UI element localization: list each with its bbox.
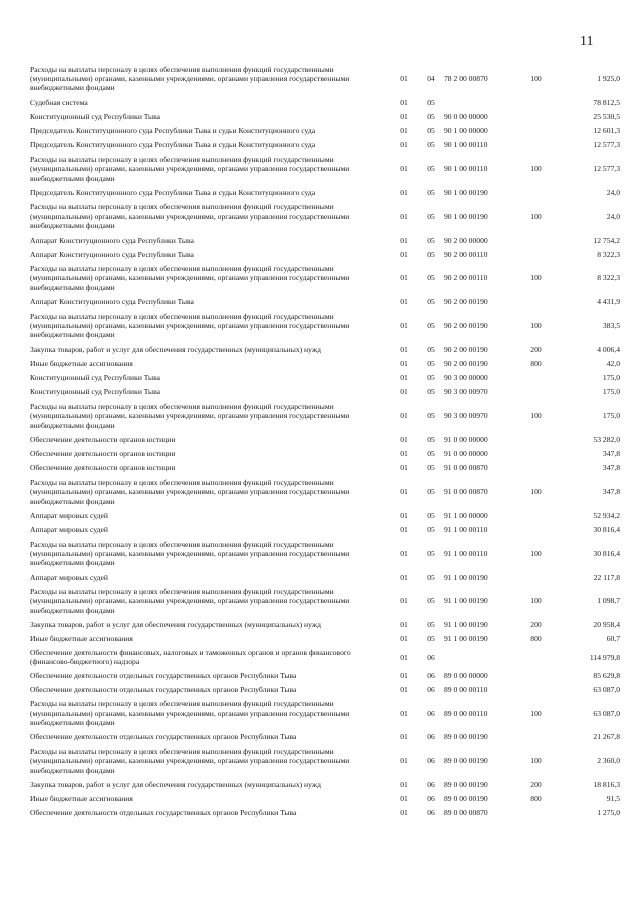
row-section: 01 [400,411,408,421]
row-section: 01 [400,97,408,107]
row-amount: 91,5 [606,794,620,804]
row-target-article: 90 1 00 00110 [444,164,488,174]
row-name: Расходы на выплаты персоналу в целях обеспечения выполнения функций государственными (муниципальными) органами, казенными учреждениями, органами управления государственными внебюджетными фондами [30,699,350,728]
row-target-article: 90 2 00 00000 [444,235,488,245]
row-subsection: 05 [427,634,435,644]
row-expense-type [520,124,552,138]
table-row [30,186,620,200]
row-subsection: 05 [427,548,435,558]
row-name: Конституционный суд Республики Тыва [30,373,160,383]
row-target-article: 89 0 00 00110 [444,684,488,694]
row-subsection: 05 [427,525,435,535]
table-row [30,697,620,730]
table-row [30,585,620,618]
row-name: Иные бюджетные ассигнования [30,634,133,644]
row-name: Закупка товаров, работ и услуг для обеспечения государственных (муниципальных) нужд [30,780,321,789]
row-section: 01 [400,126,408,136]
row-amount: 2 360,0 [597,756,620,766]
row-subsection: 05 [427,620,435,630]
row-subsection: 05 [427,387,435,397]
table-row [30,806,620,820]
row-expense-type: 100 [530,164,542,174]
row-amount: 12 601,3 [593,126,620,136]
row-subsection: 05 [427,344,435,354]
row-target-article: 91 0 00 00000 [444,434,488,444]
table-row [30,138,620,152]
table-row [30,632,620,646]
row-expense-type: 100 [530,548,542,558]
row-subsection: 05 [427,140,435,150]
row-section: 01 [400,684,408,694]
row-amount: 4 431,9 [597,297,620,307]
table-row [30,537,620,570]
table-row [30,433,620,447]
row-expense-type: 100 [530,211,542,221]
row-subsection: 06 [427,756,435,766]
row-section: 01 [400,273,408,283]
row-target-article: 90 1 00 00110 [444,140,488,150]
row-subsection: 06 [427,808,435,818]
row-amount: 25 530,5 [593,111,620,121]
row-amount: 12 577,3 [593,164,620,174]
table-row [30,247,620,261]
row-amount: 12 577,3 [593,140,620,150]
row-target-article: 90 2 00 00190 [444,297,488,307]
table-row [30,371,620,385]
row-subsection: 06 [427,670,435,680]
row-expense-type [520,110,552,124]
row-subsection: 05 [427,164,435,174]
row-expense-type [520,806,552,820]
row-section: 01 [400,487,408,497]
row-subsection: 06 [427,780,435,789]
row-section: 01 [400,670,408,680]
row-expense-type [520,523,552,537]
budget-table [30,62,620,820]
table-row [30,309,620,342]
row-section: 01 [400,187,408,197]
row-amount: 8 322,3 [597,249,620,259]
row-section: 01 [400,321,408,331]
row-amount: 30 816,4 [593,548,620,558]
row-expense-type [520,186,552,200]
row-section: 01 [400,249,408,259]
table-row [30,730,620,744]
table-row [30,95,620,109]
row-amount: 60,7 [606,634,620,644]
table-row [30,618,620,632]
row-name: Иные бюджетные ассигнования [30,359,133,369]
row-name: Обеспечение деятельности органов юстиции [30,434,176,444]
row-target-article: 91 1 00 00110 [444,548,488,558]
row-subsection: 06 [427,708,435,718]
row-amount: 24,0 [606,211,620,221]
row-target-article: 91 1 00 00110 [444,525,488,535]
row-name: Конституционный суд Республики Тыва [30,111,160,121]
row-expense-type [520,385,552,399]
row-subsection: 05 [427,434,435,444]
table-row [30,385,620,399]
row-section: 01 [400,794,408,804]
row-name: Расходы на выплаты персоналу в целях обеспечения выполнения функций государственными (муниципальными) органами, казенными учреждениями, органами управления государственными внебюджетными фондами [30,539,350,568]
table-row [30,778,620,792]
row-expense-type: 100 [530,321,542,331]
table-row [30,152,620,185]
row-expense-type [520,95,552,109]
row-expense-type: 100 [530,73,542,83]
row-amount: 383,5 [602,321,620,331]
table-row [30,646,620,668]
row-amount: 1 275,0 [597,808,620,818]
row-section: 01 [400,808,408,818]
row-section: 01 [400,387,408,397]
row-section: 01 [400,732,408,742]
row-name: Иные бюджетные ассигнования [30,794,133,804]
row-name: Расходы на выплаты персоналу в целях обеспечения выполнения функций государственными (муниципальными) органами, казенными учреждениями, органами управления государственными внебюджетными фондами [30,477,350,506]
row-section: 01 [400,596,408,606]
row-subsection: 05 [427,211,435,221]
row-target-article: 90 2 00 00110 [444,249,488,259]
row-section: 01 [400,235,408,245]
row-amount: 114 979,8 [589,652,620,662]
row-expense-type [520,682,552,696]
row-subsection: 06 [427,794,435,804]
row-amount: 78 812,5 [593,97,620,107]
row-expense-type: 100 [530,708,542,718]
row-section: 01 [400,434,408,444]
row-name: Обеспечение деятельности отдельных государственных органов Республики Тыва [30,670,297,680]
row-expense-type [520,646,552,668]
row-section: 01 [400,510,408,520]
row-name: Аппарат Конституционного суда Республики Тыва [30,297,194,307]
row-name: Расходы на выплаты персоналу в целях обеспечения выполнения функций государственными (муниципальными) органами, казенными учреждениями, органами управления государственными внебюджетными фондами [30,202,350,231]
row-subsection: 05 [427,487,435,497]
row-target-article: 90 3 00 00000 [444,373,488,383]
row-section: 01 [400,111,408,121]
row-amount: 175,0 [602,411,620,421]
table-row [30,62,620,95]
row-expense-type: 200 [530,344,542,354]
table-row [30,682,620,696]
row-name: Председатель Конституционного суда Республики Тыва и судьи Конституционного суда [30,187,316,197]
table-row [30,261,620,294]
table-row [30,124,620,138]
row-expense-type: 200 [530,780,542,789]
table-row [30,110,620,124]
row-target-article [444,646,520,668]
table-row [30,342,620,356]
row-subsection: 05 [427,273,435,283]
row-expense-type [520,570,552,584]
row-amount: 85 629,8 [593,670,620,680]
row-target-article: 90 3 00 00970 [444,387,488,397]
row-subsection: 05 [427,187,435,197]
row-name: Закупка товаров, работ и услуг для обеспечения государственных (муниципальных) нужд [30,344,321,354]
row-amount: 24,0 [606,187,620,197]
table-row [30,233,620,247]
row-target-article: 91 0 00 00000 [444,449,488,459]
row-amount: 8 322,3 [597,273,620,283]
row-section: 01 [400,652,408,662]
table-row [30,744,620,777]
row-section: 01 [400,548,408,558]
row-expense-type [520,461,552,475]
row-section: 01 [400,756,408,766]
row-target-article: 90 3 00 00970 [444,411,488,421]
table-row [30,447,620,461]
row-amount: 20 958,4 [593,620,620,630]
row-target-article: 90 2 00 00190 [444,359,488,369]
row-subsection: 05 [427,321,435,331]
row-target-article: 90 1 00 00000 [444,126,488,136]
row-amount: 63 087,0 [593,684,620,694]
row-subsection: 05 [427,359,435,369]
row-expense-type: 800 [530,794,542,804]
row-target-article: 91 1 00 00190 [444,596,488,606]
row-target-article: 89 0 00 00190 [444,794,488,804]
row-target-article: 89 0 00 00190 [444,756,488,766]
row-expense-type: 800 [530,359,542,369]
row-target-article: 89 0 00 00870 [444,808,488,818]
row-name: Обеспечение деятельности финансовых, налоговых и таможенных органов и органов финансового (финансово-бюджетного) надзора [30,647,351,667]
row-section: 01 [400,359,408,369]
row-target-article: 89 0 00 00110 [444,708,488,718]
row-section: 01 [400,620,408,630]
row-section: 01 [400,572,408,582]
row-name: Председатель Конституционного суда Республики Тыва и судьи Конституционного суда [30,126,316,136]
row-section: 01 [400,164,408,174]
row-name: Аппарат мировых судей [30,572,108,582]
row-name: Обеспечение деятельности отдельных государственных органов Республики Тыва [30,684,297,694]
row-expense-type: 100 [530,596,542,606]
row-section: 01 [400,344,408,354]
row-section: 01 [400,525,408,535]
row-expense-type: 100 [530,487,542,497]
row-name: Конституционный суд Республики Тыва [30,387,160,397]
row-target-article: 78 2 00 00870 [444,73,488,83]
row-section: 01 [400,140,408,150]
row-section: 01 [400,211,408,221]
row-section: 01 [400,634,408,644]
row-amount: 52 934,2 [593,510,620,520]
row-subsection: 05 [427,373,435,383]
row-name: Расходы на выплаты персоналу в целях обеспечения выполнения функций государственными (муниципальными) органами, казенными учреждениями, органами управления государственными внебюджетными фондами [30,311,350,340]
row-amount: 347,8 [602,449,620,459]
row-target-article: 90 2 00 00110 [444,273,488,283]
row-subsection: 06 [427,732,435,742]
row-amount: 18 816,3 [593,780,620,789]
table-row [30,523,620,537]
row-amount: 22 117,8 [593,572,620,582]
row-amount: 12 754,2 [593,235,620,245]
row-amount: 175,0 [602,387,620,397]
row-name: Расходы на выплаты персоналу в целях обеспечения выполнения функций государственными (муниципальными) органами, казенными учреждениями, органами управления государственными внебюджетными фондами [30,746,350,775]
row-target-article: 91 0 00 00870 [444,463,488,473]
row-amount: 347,8 [602,487,620,497]
row-target-article: 90 1 00 00190 [444,211,488,221]
row-target-article: 90 1 00 00190 [444,187,488,197]
row-target-article: 91 1 00 00190 [444,620,488,630]
row-subsection: 04 [427,73,435,83]
row-expense-type: 100 [530,411,542,421]
row-subsection: 05 [427,463,435,473]
row-expense-type [520,668,552,682]
row-amount: 53 282,0 [593,434,620,444]
row-name: Аппарат Конституционного суда Республики Тыва [30,249,194,259]
table-row [30,461,620,475]
row-subsection: 05 [427,411,435,421]
row-amount: 63 087,0 [593,708,620,718]
table-row [30,295,620,309]
row-target-article: 89 0 00 00190 [444,780,488,789]
row-subsection: 05 [427,235,435,245]
row-target-article: 90 2 00 00190 [444,344,488,354]
row-subsection: 05 [427,510,435,520]
row-expense-type [520,509,552,523]
row-section: 01 [400,73,408,83]
row-expense-type [520,138,552,152]
row-amount: 30 816,4 [593,525,620,535]
row-expense-type [520,233,552,247]
row-name: Обеспечение деятельности отдельных государственных органов Республики Тыва [30,732,297,742]
table-row [30,668,620,682]
row-subsection: 05 [427,572,435,582]
row-name: Председатель Конституционного суда Республики Тыва и судьи Конституционного суда [30,140,316,150]
row-target-article: 89 0 00 00000 [444,670,488,680]
row-name: Расходы на выплаты персоналу в целях обеспечения выполнения функций государственными (муниципальными) органами, казенными учреждениями, органами управления государственными внебюджетными фондами [30,587,350,615]
row-expense-type [520,433,552,447]
budget-table-body [30,62,620,820]
row-expense-type [520,447,552,461]
row-section: 01 [400,708,408,718]
row-subsection: 05 [427,449,435,459]
table-row [30,570,620,584]
row-amount: 347,8 [602,463,620,473]
row-subsection: 06 [427,652,435,662]
row-subsection: 05 [427,297,435,307]
row-expense-type [520,247,552,261]
row-section: 01 [400,463,408,473]
row-name: Обеспечение деятельности органов юстиции [30,463,176,473]
row-expense-type: 800 [530,634,542,644]
row-name: Аппарат Конституционного суда Республики Тыва [30,235,194,245]
row-subsection: 05 [427,97,435,107]
row-name: Расходы на выплаты персоналу в целях обеспечения выполнения функций государственными (муниципальными) органами, казенными учреждениями, органами управления государственными внебюджетными фондами [30,401,350,430]
row-amount: 21 267,8 [593,732,620,742]
row-name: Расходы на выплаты персоналу в целях обеспечения выполнения функций государственными (муниципальными) органами, казенными учреждениями, органами управления государственными внебюджетными фондами [30,64,350,93]
row-target-article: 91 1 00 00190 [444,572,488,582]
row-amount: 175,0 [602,373,620,383]
row-amount: 42,0 [606,359,620,369]
row-name: Расходы на выплаты персоналу в целях обеспечения выполнения функций государственными (муниципальными) органами, казенными учреждениями, органами управления государственными внебюджетными фондами [30,264,350,292]
table-row [30,200,620,233]
row-name: Аппарат мировых судей [30,510,108,520]
row-name: Закупка товаров, работ и услуг для обеспечения государственных (муниципальных) нужд [30,620,321,630]
row-name: Обеспечение деятельности органов юстиции [30,449,176,459]
row-target-article: 89 0 00 00190 [444,732,488,742]
row-amount: 1 925,0 [597,73,620,83]
row-section: 01 [400,297,408,307]
row-expense-type: 100 [530,756,542,766]
row-expense-type [520,371,552,385]
row-expense-type [520,295,552,309]
row-amount: 4 006,4 [597,344,620,354]
page-number: 11 [580,34,594,49]
row-name: Обеспечение деятельности отдельных государственных органов Республики Тыва [30,808,297,818]
row-target-article [444,95,520,109]
row-section: 01 [400,449,408,459]
row-section: 01 [400,373,408,383]
table-row [30,399,620,432]
row-subsection: 05 [427,126,435,136]
table-row [30,509,620,523]
row-subsection: 05 [427,249,435,259]
row-expense-type [520,730,552,744]
row-name: Судебная система [30,97,88,107]
row-expense-type: 100 [530,273,542,283]
row-name: Расходы на выплаты персоналу в целях обеспечения выполнения функций государственными (муниципальными) органами, казенными учреждениями, органами управления государственными внебюджетными фондами [30,154,350,183]
row-target-article: 90 2 00 00190 [444,321,488,331]
row-subsection: 05 [427,596,435,606]
table-row [30,792,620,806]
row-target-article: 90 0 00 00000 [444,111,488,121]
row-subsection: 06 [427,684,435,694]
row-target-article: 91 1 00 00190 [444,634,488,644]
row-name: Аппарат мировых судей [30,525,108,535]
row-section: 01 [400,780,408,789]
row-subsection: 05 [427,111,435,121]
table-row [30,475,620,508]
table-row [30,357,620,371]
row-expense-type: 200 [530,620,542,630]
row-target-article: 91 0 00 00870 [444,487,488,497]
row-target-article: 91 1 00 00000 [444,510,488,520]
row-amount: 1 098,7 [597,596,620,606]
